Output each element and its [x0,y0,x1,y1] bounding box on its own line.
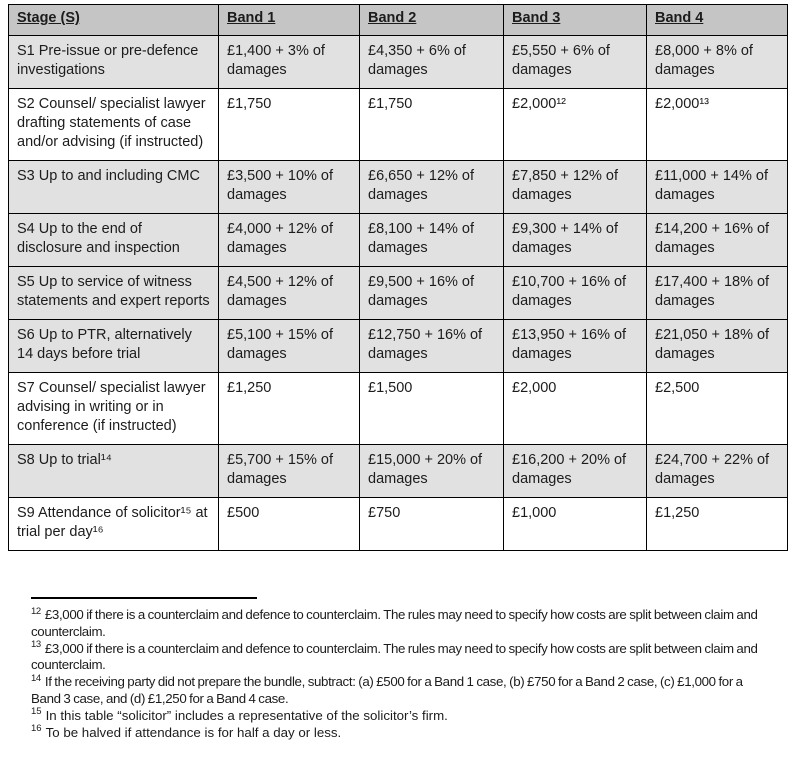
band2-cell-s7: £1,500 [360,373,504,445]
column-header-band2 [360,5,504,36]
band4-cell-s9: £1,250 [647,498,788,551]
table-row-s8 [9,445,788,498]
footnote-16-text: To be halved if attendance is for half a day or less. [45,724,342,740]
column-header-band1 [219,5,360,36]
footnote-separator-line [31,597,257,599]
band2-cell-s6: £12,750 + 16% of damages [360,320,504,373]
stage-cell-s5: S5 Up to service of witness statements and expert reports [9,267,219,320]
band3-cell-s1: £5,550 + 6% of damages [504,36,647,89]
stage-cell-s8: S8 Up to trial¹⁴ [9,445,219,498]
footnote-12-text: £3,000 if there is a counterclaim and defence to counterclaim. The rules may need to specify how costs are split between claim and counterclaim. [31,607,758,639]
stage-cell-s6: S6 Up to PTR, alternatively 14 days before trial [9,320,219,373]
table-row-s9 [9,498,788,551]
band3-cell-s2: £2,000¹² [504,89,647,161]
table-row-s2 [9,89,788,161]
footnote-16-marker: 16 [31,723,42,735]
band3-cell-s8: £16,200 + 20% of damages [504,445,647,498]
column-header-band4 [647,5,788,36]
table-header-row [9,5,788,36]
column-header-band1-label: Band 1 [227,10,276,26]
band1-cell-s7: £1,250 [219,373,360,445]
band2-cell-s3: £6,650 + 12% of damages [360,161,504,214]
band2-cell-s4: £8,100 + 14% of damages [360,214,504,267]
table-row-s6 [9,320,788,373]
band3-cell-s5: £10,700 + 16% of damages [504,267,647,320]
stage-cell-s4: S4 Up to the end of disclosure and inspection [9,214,219,267]
table-row-s1 [9,36,788,89]
band1-cell-s3: £3,500 + 10% of damages [219,161,360,214]
stage-cell-s2: S2 Counsel/ specialist lawyer drafting statements of case and/or advising (if instructed) [9,89,219,161]
stage-cell-s7: S7 Counsel/ specialist lawyer advising in writing or in conference (if instructed) [9,373,219,445]
footnote-14-text: If the receiving party did not prepare the bundle, subtract: (a) £500 for a Band 1 case, (b) £750 for a Band 2 case, (c) £1,000 for a Band 3 case, and (d) £1,250 for a Band 4 case. [31,674,743,706]
column-header-band3-label: Band 3 [512,10,561,26]
stage-cell-s3: S3 Up to and including CMC [9,161,219,214]
band1-cell-s1: £1,400 + 3% of damages [219,36,360,89]
band4-cell-s6: £21,050 + 18% of damages [647,320,788,373]
footnote-13-marker: 13 [31,639,41,651]
table-row-s3 [9,161,788,214]
footnote-15 [31,708,773,725]
band3-cell-s9: £1,000 [504,498,647,551]
footnote-16 [31,725,773,742]
band1-cell-s5: £4,500 + 12% of damages [219,267,360,320]
footnote-14-marker: 14 [31,672,41,684]
column-header-stage-label: Stage (S) [17,10,80,26]
table-row-s5 [9,267,788,320]
column-header-band4-label: Band 4 [655,10,704,26]
band4-cell-s5: £17,400 + 18% of damages [647,267,788,320]
table-row-s7 [9,373,788,445]
band4-cell-s4: £14,200 + 16% of damages [647,214,788,267]
band2-cell-s9: £750 [360,498,504,551]
band3-cell-s3: £7,850 + 12% of damages [504,161,647,214]
band4-cell-s7: £2,500 [647,373,788,445]
band3-cell-s6: £13,950 + 16% of damages [504,320,647,373]
footnote-13-text: £3,000 if there is a counterclaim and defence to counterclaim. The rules may need to specify how costs are split between claim and counterclaim. [31,640,758,673]
footnote-14 [31,674,773,708]
table-row-s4 [9,214,788,267]
stage-cell-s1: S1 Pre-issue or pre-defence investigations [9,36,219,89]
band1-cell-s8: £5,700 + 15% of damages [219,445,360,498]
band4-cell-s1: £8,000 + 8% of damages [647,36,788,89]
band1-cell-s6: £5,100 + 15% of damages [219,320,360,373]
footnote-15-marker: 15 [31,706,42,718]
column-header-band2-label: Band 2 [368,10,417,26]
band2-cell-s2: £1,750 [360,89,504,161]
footnote-13 [31,641,773,675]
fixed-recoverable-costs-table [8,4,788,551]
column-header-band3 [504,5,647,36]
band2-cell-s5: £9,500 + 16% of damages [360,267,504,320]
band4-cell-s8: £24,700 + 22% of damages [647,445,788,498]
band1-cell-s4: £4,000 + 12% of damages [219,214,360,267]
band1-cell-s2: £1,750 [219,89,360,161]
band3-cell-s7: £2,000 [504,373,647,445]
footnote-12 [31,607,773,641]
band2-cell-s1: £4,350 + 6% of damages [360,36,504,89]
column-header-stage [9,5,219,36]
band4-cell-s3: £11,000 + 14% of damages [647,161,788,214]
footnote-15-text: In this table “solicitor” includes a representative of the solicitor’s firm. [45,707,448,723]
band4-cell-s2: £2,000¹³ [647,89,788,161]
band1-cell-s9: £500 [219,498,360,551]
stage-cell-s9: S9 Attendance of solicitor¹⁵ at trial per day¹⁶ [9,498,219,551]
footnotes-section [31,597,773,741]
band2-cell-s8: £15,000 + 20% of damages [360,445,504,498]
footnote-12-marker: 12 [31,605,41,617]
band3-cell-s4: £9,300 + 14% of damages [504,214,647,267]
